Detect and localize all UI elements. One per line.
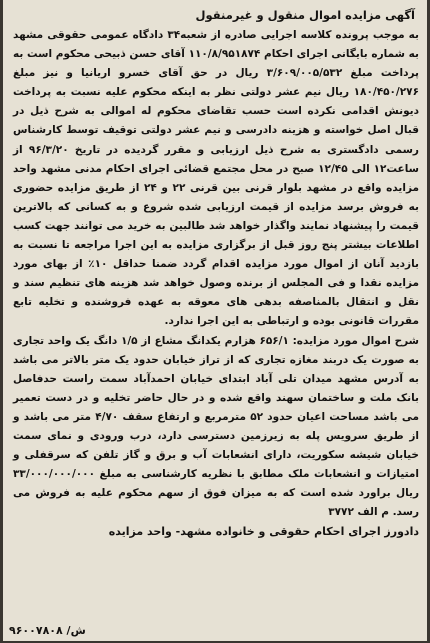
notice-signature: دادورز اجرای احکام حقوقی و خانواده مشهد- واحد مزایده — [108, 525, 419, 539]
property-description-paragraph: شرح اموال مورد مزایده: ۶۵۶/۱ هزارم یکدانگ مشاع از ۱/۵ دانگ یک واحد تجاری به صورت یک دربند مغازه تجاری که از تراز خیابان حدود یک متر بالاتر می باشد به آدرس مشهد میدان تلی آباد ابتدای خیابان احمدآباد سمت راست حدفاصل بانک ملت و ساختمان سهند واقع شده و در حال حاضر تخلیه و در دست تعمیر می باشد مساحت اعیان حدود ۵۲ مترمربع و ارتفاع سقف ۴/۷۰ متر می باشد و از طریق سرویس پله به زیرزمین دسترسی دارد، درب ورودی و نمای سمت خیابان شیشه سکوریت، دارای انشعابات آب و برق و گاز تلفن که سرقفلی و امتیازات و انشعابات ملک مطابق با نظریه کارشناسی به مبلغ ۳۳/۰۰۰/۰۰۰/۰۰۰ ریال براورد شده است که به میزان فوق از سهم محکوم علیه به فروش می رسد. م الف ۳۷۷۲ — [13, 334, 419, 519]
notice-body-paragraph: به موجب پرونده کلاسه اجرایی صادره از شعبه۳۴ دادگاه عمومی حقوقی مشهد به شماره بایگانی اجرای احکام ۱۱۰/۸/۹۵۱۸۷۴ آقای حسن ذبیحی محکوم است به پرداخت مبلغ ۳/۶۰۹/۰۰۵/۵۳۲ ریال در حق آقای خسرو اریانیا و نیز مبلغ ۱۸۰/۴۵۰/۲۷۶ ریال نیم عشر دولتی نظر به اینکه محکوم علیه نسبت به پرداخت دیونش اقدامی نکرده است حسب تقاضای محکوم له اموالی به شرح ذیل در قبال اصل خواسته و هزینه دادرسی و نیم عشر دولتی توقیف توسط کارشناس رسمی دادگستری به شرح ذیل ارزیابی و مقرر گردیده در تاریخ ۹۶/۳/۲۰ از ساعت۱۲ الی ۱۲/۴۵ صبح در محل مجتمع قضائی اجرای احکام مدنی مشهد واحد مزایده واقع در مشهد بلوار قرنی بین قرنی ۲۲ و ۲۴ از طریق مزایده حضوری به فروش برسد مزایده از قیمت ارزیابی شده شروع و به کسانی که بالاترین قیمت را پیشنهاد نمایند واگذار خواهد شد طالبین به خرید می توانند جهت کسب اطلاعات بیشتر پنج روز قبل از برگزاری مزایده به این اجرا مراجعه تا نسبت به بازدید آنان از اموال مورد مزایده اقدام گردد ضمنا حداقل ۱۰٪ از بهای مورد مزایده نقدا و فی المجلس از برنده وصول خواهد شد هزینه های تنظیم سند و نقل و انتقال بالمناصفه بدهی های معوقه به عهده فروشنده و تخلیه تابع مقررات قانونی بوده و ارتباطی به این اجرا ندارد. — [13, 29, 419, 328]
notice-title: آگهی مزایده اموال منقول و غیرمنقول — [195, 8, 415, 22]
notice-code: ۹۶۰۰۷۸۰۸ /ش — [9, 624, 86, 637]
